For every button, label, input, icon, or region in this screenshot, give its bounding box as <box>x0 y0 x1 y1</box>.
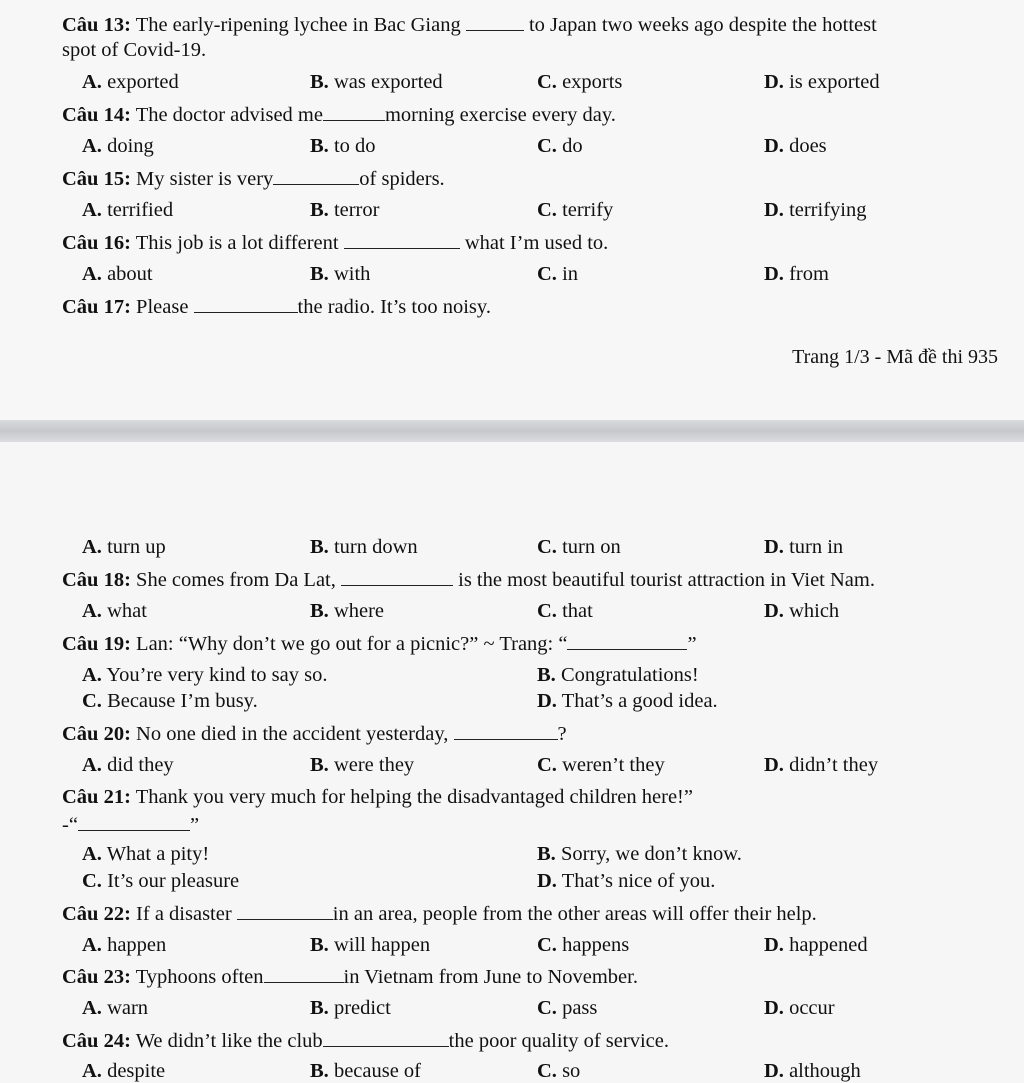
option-a: A. You’re very kind to say so. <box>82 664 328 686</box>
question-label: Câu 22: <box>62 903 131 925</box>
option-b: B. terror <box>310 199 380 221</box>
option-b: B. Sorry, we don’t know. <box>537 843 742 865</box>
question-label: Câu 13: <box>62 14 131 36</box>
option-d: D. terrifying <box>764 199 867 221</box>
option-d: D. from <box>764 263 829 285</box>
option-d: D. is exported <box>764 71 880 93</box>
question-13-continuation <box>62 38 984 62</box>
question-text: morning exercise every day. <box>384 104 616 126</box>
question-17 <box>62 294 984 319</box>
option-c: C. in <box>537 263 579 285</box>
question-18 <box>62 567 984 592</box>
page-footer: Trang 1/3 - Mã đề thi 935 <box>792 346 998 368</box>
question-text: If a disaster <box>136 903 232 925</box>
question-text: Typhoons often <box>135 966 264 988</box>
option-b: B. where <box>310 600 385 622</box>
question-text: Thank you very much for helping the disadvantaged children here!” <box>135 786 693 808</box>
exam-page-2 <box>0 442 1024 1080</box>
question-text: This job is a lot different <box>135 232 339 254</box>
question-text: Please <box>136 296 189 318</box>
question-label: Câu 19: <box>62 633 131 655</box>
option-d: D. although <box>764 1060 861 1082</box>
option-a: A. warn <box>82 997 149 1019</box>
option-c: C. turn on <box>537 536 621 558</box>
answer-blank <box>194 294 298 313</box>
question-label: Câu 17: <box>62 296 131 318</box>
question-label: Câu 18: <box>62 569 131 591</box>
answer-blank <box>323 102 385 121</box>
question-text: the poor quality of service. <box>448 1030 669 1052</box>
question-label: Câu 21: <box>62 786 131 808</box>
answer-blank <box>466 12 524 31</box>
answer-blank <box>237 901 333 920</box>
option-b: B. will happen <box>310 934 431 956</box>
option-a: A. about <box>82 263 153 285</box>
option-a: A. despite <box>82 1060 166 1082</box>
question-19 <box>62 631 984 656</box>
option-c: C. terrify <box>537 199 614 221</box>
option-a: A. terrified <box>82 199 174 221</box>
question-text: the radio. It’s too noisy. <box>297 296 491 318</box>
question-label: Câu 16: <box>62 232 131 254</box>
quote-close: ” <box>189 814 200 836</box>
option-c: C. Because I’m busy. <box>82 690 258 712</box>
question-text: spot of Covid-19. <box>62 39 207 61</box>
question-13 <box>62 12 984 37</box>
answer-blank <box>264 964 344 983</box>
question-label: Câu 14: <box>62 104 131 126</box>
option-b: B. were they <box>310 754 415 776</box>
question-16 <box>62 230 984 255</box>
option-a: A. What a pity! <box>82 843 210 865</box>
quote-open: -“ <box>62 814 78 836</box>
answer-blank <box>323 1028 449 1047</box>
question-text: ? <box>557 723 567 745</box>
question-label: Câu 20: <box>62 723 131 745</box>
option-a: A. doing <box>82 135 154 157</box>
question-label: Câu 23: <box>62 966 131 988</box>
option-a: A. did they <box>82 754 174 776</box>
option-c: C. that <box>537 600 593 622</box>
question-21 <box>62 785 984 809</box>
exam-page-1 <box>0 0 1024 420</box>
option-c: C. pass <box>537 997 598 1019</box>
question-text: She comes from Da Lat, <box>136 569 336 591</box>
question-22 <box>62 901 984 926</box>
answer-blank <box>78 812 190 831</box>
option-c: C. weren’t they <box>537 754 665 776</box>
option-d: D. That’s a good idea. <box>537 690 718 712</box>
question-text: My sister is very <box>136 168 274 190</box>
option-b: B. turn down <box>310 536 418 558</box>
question-text: in an area, people from the other areas will offer their help. <box>332 903 817 925</box>
option-a: A. turn up <box>82 536 166 558</box>
question-label: Câu 24: <box>62 1030 131 1052</box>
question-text: to Japan two weeks ago despite the hottest <box>528 14 877 36</box>
question-text: of spiders. <box>359 168 445 190</box>
question-23 <box>62 964 984 989</box>
question-text: is the most beautiful tourist attraction in Viet Nam. <box>458 569 875 591</box>
option-b: B. because of <box>310 1060 422 1082</box>
option-a: A. exported <box>82 71 179 93</box>
option-c: C. It’s our pleasure <box>82 870 240 892</box>
question-text: We didn’t like the club <box>135 1030 323 1052</box>
option-d: D. does <box>764 135 827 157</box>
question-text: ” <box>687 633 697 655</box>
option-b: B. Congratulations! <box>537 664 699 686</box>
option-b: B. was exported <box>310 71 443 93</box>
option-d: D. That’s nice of you. <box>537 870 716 892</box>
option-b: B. with <box>310 263 371 285</box>
question-label: Câu 15: <box>62 168 131 190</box>
question-text: in Vietnam from June to November. <box>343 966 638 988</box>
answer-blank <box>341 567 453 586</box>
option-c: C. happens <box>537 934 630 956</box>
question-text: The doctor advised me <box>135 104 323 126</box>
answer-blank <box>273 166 359 185</box>
page-separator <box>0 420 1024 442</box>
option-c: C. so <box>537 1060 581 1082</box>
option-d: D. happened <box>764 934 868 956</box>
question-21-response <box>62 812 984 837</box>
question-text: Lan: “Why don’t we go out for a picnic?” ~ Trang: “ <box>136 633 568 655</box>
option-c: C. exports <box>537 71 623 93</box>
question-14 <box>62 102 984 127</box>
question-text: The early-ripening lychee in Bac Giang <box>135 14 461 36</box>
question-20 <box>62 721 984 746</box>
answer-blank <box>344 230 460 249</box>
option-a: A. happen <box>82 934 167 956</box>
option-d: D. which <box>764 600 840 622</box>
question-text: No one died in the accident yesterday, <box>136 723 449 745</box>
option-d: D. turn in <box>764 536 844 558</box>
question-15 <box>62 166 984 191</box>
option-b: B. to do <box>310 135 376 157</box>
question-24 <box>62 1028 984 1053</box>
answer-blank <box>567 631 687 650</box>
option-b: B. predict <box>310 997 391 1019</box>
question-text: what I’m used to. <box>464 232 609 254</box>
answer-blank <box>454 721 558 740</box>
option-c: C. do <box>537 135 583 157</box>
option-a: A. what <box>82 600 147 622</box>
option-d: D. didn’t they <box>764 754 879 776</box>
option-d: D. occur <box>764 997 835 1019</box>
